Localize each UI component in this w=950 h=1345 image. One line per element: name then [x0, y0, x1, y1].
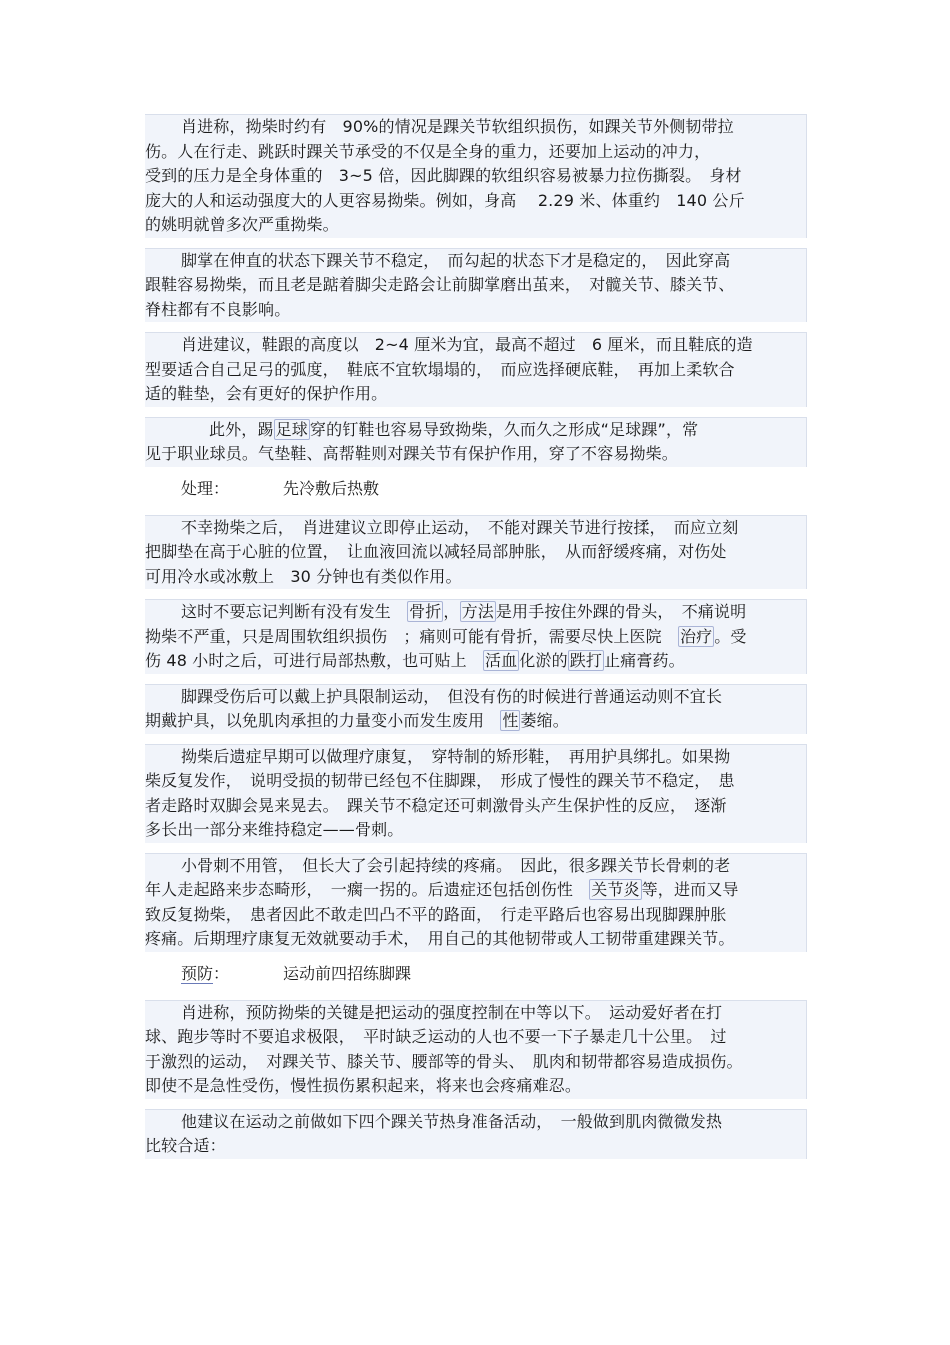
text-line: 柴反复发作， 说明受损的韧带已经包不住脚踝， 形成了慢性的踝关节不稳定， 患: [145, 771, 735, 790]
text-line: 拗柴后遗症早期可以做理疗康复， 穿特制的矫形鞋， 再用护具绑扎。如果拗: [181, 746, 731, 766]
section-heading-treatment: [145, 477, 807, 501]
heading-text: 先冷敷后热敷: [283, 478, 380, 498]
section-heading-prevention: [145, 962, 807, 986]
text-line: 者走路时双脚会晃来晃去。 踝关节不稳定还可刺激骨头产生保护性的反应， 逐渐: [145, 795, 727, 815]
text-fragment: 这时不要忘记判断有没有发生: [181, 602, 408, 621]
text-line: 适的鞋垫，会有更好的保护作用。: [145, 384, 388, 403]
text-line: [145, 600, 806, 625]
link-arthritis[interactable]: 关节炎: [591, 880, 640, 899]
link-football[interactable]: 足球: [275, 419, 308, 439]
link-fracture[interactable]: 骨折: [409, 602, 442, 621]
text-line: 跟鞋容易拗柴，而且老是踮着脚尖走路会让前脚掌磨出茧来， 对髋关节、膝关节、: [145, 275, 735, 294]
text-line: 比较合适：: [145, 1136, 226, 1155]
text-line: 不幸拗柴之后， 肖进建议立即停止运动， 不能对踝关节进行按揉， 而应立刻: [181, 517, 739, 537]
paragraph-bone-spur: [145, 853, 807, 952]
text-line: 于激烈的运动， 对踝关节、膝关节、腰部等的骨头、 肌肉和韧带都容易造成损伤。: [145, 1051, 743, 1071]
paragraph-football-ankle: [145, 417, 807, 467]
text-line: 受到的压力是全身体重的 3~5 倍，因此脚踝的软组织容易被暴力拉伤撕裂。 身材: [145, 166, 742, 185]
text-fragment: 期戴护具，以免肌肉承担的力量变小而发生废用: [145, 711, 501, 730]
text-line: 他建议在运动之前做如下四个踝关节热身准备活动， 一般做到肌肉微微发热: [181, 1111, 723, 1131]
text-line: [145, 709, 806, 734]
text-line: 球、跑步等时不要追求极限， 平时缺乏运动的人也不要一下子暴走几十公里。 过: [145, 1027, 727, 1046]
text-line: [145, 878, 806, 903]
text-line: 疼痛。后期理疗康复无效就要动手术， 用自己的其他韧带或人工韧带重建踝关节。: [145, 929, 735, 948]
text-line: 肖进称，预防拗柴的关键是把运动的强度控制在中等以下。 运动爱好者在打: [181, 1002, 723, 1022]
text-fragment: 年人走起路来步态畸形， 一瘸一拐的。后遗症还包括创伤性: [145, 880, 590, 899]
text-line: 见于职业球员。气垫鞋、高帮鞋则对踝关节有保护作用，穿了不容易拗柴。: [145, 444, 678, 463]
text-line: 肖进称，拗柴时约有 90%的情况是踝关节软组织损伤，如踝关节外侧韧带拉: [181, 117, 734, 136]
text-fragment: 萎缩。: [520, 711, 569, 730]
paragraph-sprain-cause: [145, 114, 807, 238]
text-line: 把脚垫在高于心脏的位置， 让血液回流以减轻局部肿胀， 从而舒缓疼痛，对伤处: [145, 542, 727, 561]
text-fragment: ，: [443, 602, 460, 621]
link-treatment[interactable]: 治疗: [679, 626, 713, 646]
text-line: 脚踝受伤后可以戴上护具限制运动， 但没有伤的时候进行普通运动则不宜长: [181, 686, 723, 706]
paragraph-fracture-check: [145, 599, 807, 674]
heading-label: ：: [213, 963, 230, 983]
link-disuse[interactable]: 性: [502, 711, 519, 730]
text-line: [145, 418, 806, 443]
text-fragment: 此外，踢: [209, 419, 274, 439]
text-fragment: 化淤的: [519, 651, 568, 670]
text-fragment: 等，进而又导: [641, 880, 739, 899]
link-method[interactable]: 方法: [461, 602, 494, 621]
paragraph-warmup: [145, 1109, 807, 1159]
text-line: 脊柱都有不良影响。: [145, 299, 291, 319]
paragraph-high-heels: [145, 248, 807, 323]
document-body: [145, 114, 807, 1169]
link-prevention[interactable]: 预防: [181, 963, 214, 983]
text-line: [145, 649, 806, 674]
text-line: 庞大的人和运动强度大的人更容易拗柴。例如，身高 2.29 米、体重约 140 公斤: [145, 190, 745, 210]
text-fragment: 伤 48 小时之后，可进行局部热敷，也可贴上: [145, 651, 483, 670]
text-line: 肖进建议，鞋跟的高度以 2~4 厘米为宜，最高不超过 6 厘米，而且鞋底的造: [181, 335, 753, 354]
text-line: 小骨刺不用管， 但长大了会引起持续的疼痛。 因此，很多踝关节长骨刺的老: [181, 855, 731, 875]
paragraph-first-aid: [145, 515, 807, 590]
heading-text: 运动前四招练脚踝: [283, 963, 412, 983]
paragraph-heel-height: [145, 332, 807, 407]
text-fragment: 拗柴不严重，只是周围软组织损伤 ；痛则可能有骨折，需要尽快上医院: [145, 626, 678, 646]
text-fragment: 止痛膏药。: [604, 651, 685, 670]
text-line: 多长出一部分来维持稳定——骨刺。: [145, 820, 404, 839]
text-line: [145, 625, 806, 650]
text-line: 的姚明就曾多次严重拗柴。: [145, 215, 339, 234]
text-line: 致反复拗柴， 患者因此不敢走凹凸不平的路面， 行走平路后也容易出现脚踝肿胀: [145, 904, 727, 924]
link-blood-circulation[interactable]: 活血: [484, 651, 518, 670]
heading-label: 处理：: [181, 478, 230, 498]
text-fragment: 。受: [714, 626, 747, 646]
text-line: 脚掌在伸直的状态下踝关节不稳定， 而勾起的状态下才是稳定的， 因此穿高: [181, 250, 731, 270]
link-trauma[interactable]: 跌打: [569, 651, 603, 670]
text-line: 型要适合自己足弓的弧度， 鞋底不宜软塌塌的， 而应选择硬底鞋， 再加上柔软合: [145, 359, 735, 379]
paragraph-exercise-intensity: [145, 1000, 807, 1099]
text-line: 可用冷水或冰敷上 30 分钟也有类似作用。: [145, 566, 462, 586]
text-line: 即使不是急性受伤，慢性损伤累积起来，将来也会疼痛难忍。: [145, 1076, 582, 1095]
text-fragment: 是用手按住外踝的骨头， 不痛说明: [495, 602, 747, 621]
text-line: 伤。人在行走、跳跃时踝关节承受的不仅是全身的重力，还要加上运动的冲力，: [145, 141, 711, 161]
paragraph-brace: [145, 684, 807, 734]
text-fragment: 穿的钉鞋也容易导致拗柴，久而久之形成“足球踝”，常: [309, 419, 699, 439]
paragraph-sequelae: [145, 744, 807, 843]
